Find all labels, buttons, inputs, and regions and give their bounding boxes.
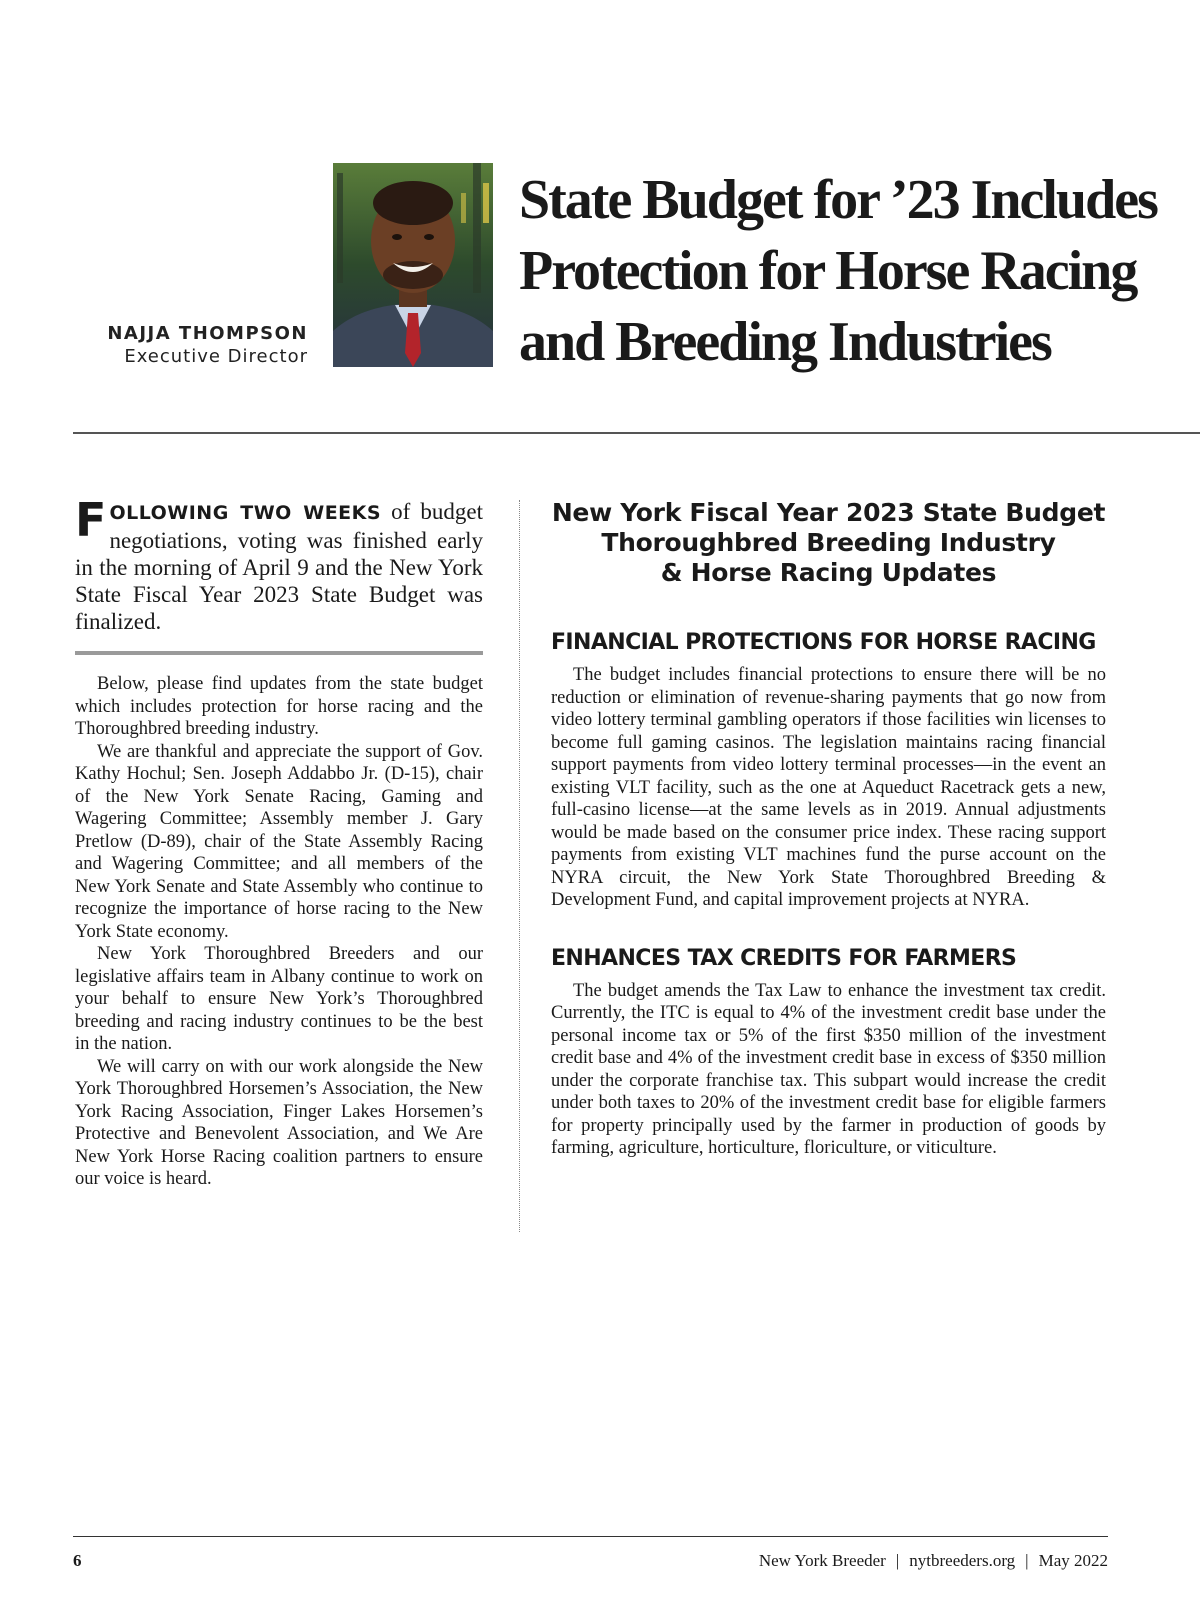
header-divider [73, 432, 1200, 434]
body-paragraph-1: Below, please find updates from the state budget which includes protection for horse racing and the Thoroughbred breeding industry. [75, 674, 483, 739]
lead-words: OLLOWING TWO WEEKS [109, 502, 382, 524]
intro-text: of budget negotiations, voting was finished early in the morning of April 9 and the New York State Fiscal Year 2023 State Budget was finalized. [75, 499, 483, 634]
publication-name: New York Breeder [758, 1551, 886, 1570]
body-paragraph-3: New York Thoroughbred Breeders and our legislative affairs team in Albany continue to work on your behalf to ensure New York’s Thoroughbred breeding and racing industry continues to be the best in the nation. [75, 944, 483, 1054]
portrait-image [333, 163, 493, 367]
left-column [75, 493, 483, 1191]
footer-separator-1: | [895, 1551, 900, 1570]
intro-divider [75, 651, 483, 655]
footer-divider [73, 1536, 1108, 1537]
footer-credits [759, 1551, 1108, 1571]
author-portrait [333, 163, 493, 367]
article-headline: State Budget for ’23 Includes Protection for Horse Racing and Breeding Industries [519, 169, 1157, 373]
website-link[interactable]: nytbreeders.org [909, 1551, 1016, 1570]
issue-date: May 2022 [1038, 1551, 1108, 1570]
updates-title-line-2: Thoroughbred Breeding Industry [601, 528, 1056, 557]
author-name: NAJJA THOMPSON [107, 323, 308, 344]
updates-title [551, 498, 1106, 588]
author-byline [48, 323, 308, 367]
column-divider [519, 500, 520, 1232]
intro-paragraph [75, 493, 483, 635]
section-body-tax: The budget amends the Tax Law to enhance the investment tax credit. Currently, the ITC is equal to 4% of the investment credit base under the personal income tax or 5% of the first $350 million of the investment credit base and 4% of the investment credit base in excess of $350 million under the corporate franchise tax. This subpart would increase the credit under both taxes to 20% of the investment credit base for eligible farmers for property principally used by the farmer in production of goods by farming, agriculture, horticulture, floriculture, or viticulture. [551, 980, 1106, 1158]
section-body-financial: The budget includes financial protections to ensure there will be no reduction or elimination of revenue-sharing payments that go now from video lottery terminal gambling operators if those facilities win licenses to become full gaming casinos. The legislation maintains racing financial support payments from video lottery terminal processes—in the event an existing VLT facility, such as the one at Aqueduct Racetrack gets a new, full-casino license—at the same levels as in 2019. Annual adjustments would be made based on the consumer price index. These racing support payments from existing VLT machines fund the purse account on the NYRA circuit, the New York State Thoroughbred Breeding & Development Fund, and capital improvement projects at NYRA. [551, 665, 1106, 910]
body-paragraph-2: We are thankful and appreciate the support of Gov. Kathy Hochul; Sen. Joseph Addabbo Jr. (D-15), chair of the New York Senate Racing, Gaming and Wagering Committee; Assembly member J. Gary Pretlow (D-89), chair of the State Assembly Racing and Wagering Committee; and all members of the New York Senate and State Assembly who continue to recognize the importance of horse racing to the New York State economy. [75, 741, 483, 942]
drop-cap: F [75, 493, 107, 547]
page-number: 6 [73, 1551, 82, 1570]
right-column [551, 498, 1106, 1160]
section-heading-financial: FINANCIAL PROTECTIONS FOR HORSE RACING [551, 630, 1096, 655]
author-title: Executive Director [124, 346, 308, 367]
body-paragraph-4: We will carry on with our work alongside the New York Thoroughbred Horsemen’s Association, the New York Racing Association, Finger Lakes Horsemen’s Protective and Benevolent Association, and We Are New York Horse Racing coalition partners to ensure our voice is heard. [75, 1056, 483, 1189]
section-heading-tax: ENHANCES TAX CREDITS FOR FARMERS [551, 945, 1017, 971]
footer-separator-2: | [1025, 1551, 1029, 1570]
updates-title-line-1: New York Fiscal Year 2023 State Budget [551, 498, 1106, 527]
updates-title-line-3: & Horse Racing Updates [660, 558, 997, 587]
